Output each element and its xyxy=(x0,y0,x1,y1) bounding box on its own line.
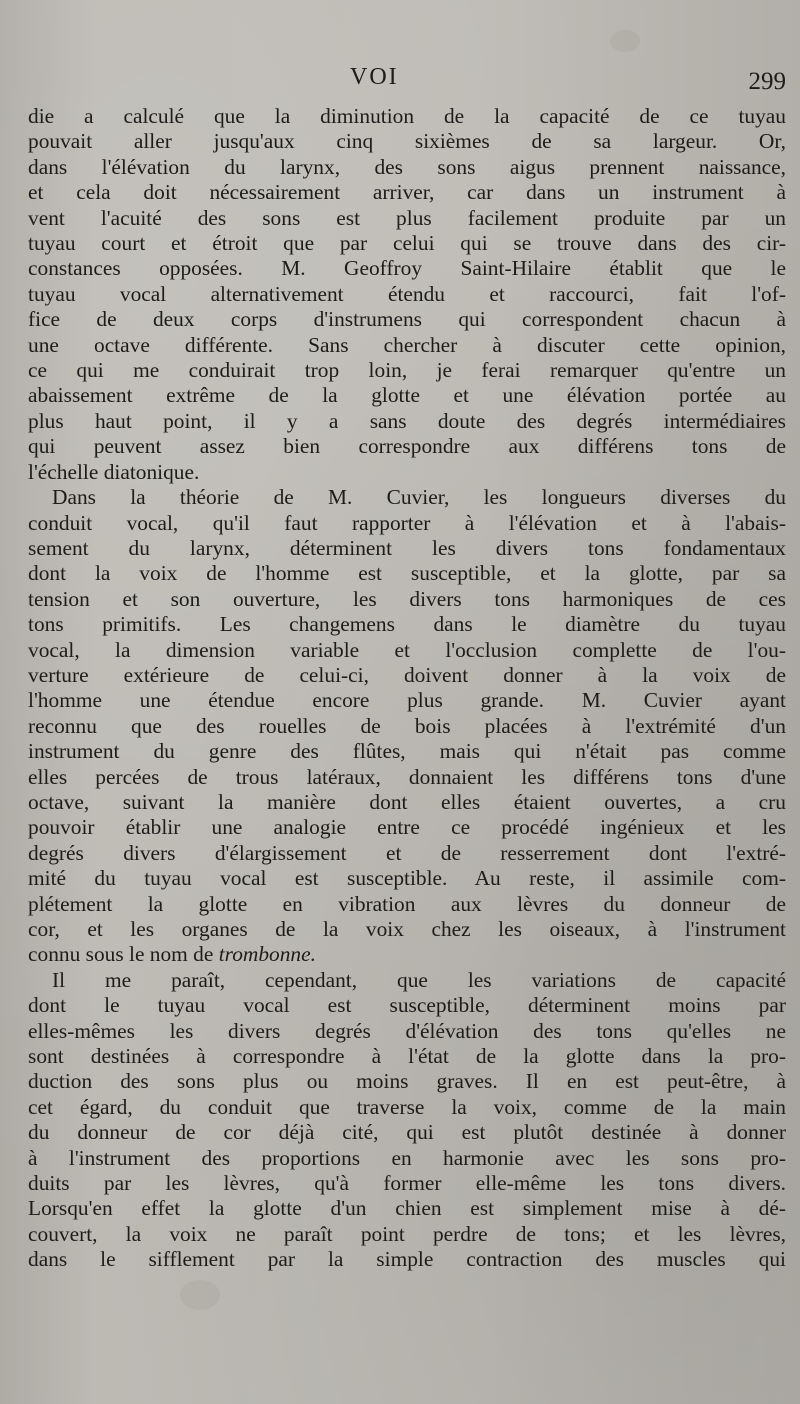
text-line: Il me paraît, cependant, que les variations de capacité xyxy=(52,967,786,992)
running-head: VOI xyxy=(350,64,399,90)
text-line: mité du tuyau vocal est susceptible. Au reste, il assimile com- xyxy=(28,866,786,891)
text-line: sont destinées à correspondre à l'état de la glotte dans la pro- xyxy=(28,1044,786,1069)
paragraph-3 xyxy=(28,968,786,1273)
text-line: vocal, la dimension variable et l'occlusion complette de l'ou- xyxy=(28,637,786,662)
paragraph-2 xyxy=(28,485,786,968)
text-line: conduit vocal, qu'il faut rapporter à l'élévation et à l'abais- xyxy=(28,510,786,535)
text-line: fice de deux corps d'instrumens qui correspondent chacun à xyxy=(28,307,786,332)
body-text xyxy=(28,104,786,1273)
text-line: et cela doit nécessairement arriver, car dans un instrument à xyxy=(28,180,786,205)
paper-stain xyxy=(180,1280,220,1310)
text-line: vent l'acuité des sons est plus facilement produite par un xyxy=(28,205,786,230)
text-line: degrés divers d'élargissement et de resserrement dont l'extré- xyxy=(28,840,786,865)
text-line: instrument du genre des flûtes, mais qui n'était pas comme xyxy=(28,739,786,764)
page-number: 299 xyxy=(748,68,786,95)
text-line: ce qui me conduirait trop loin, je ferai remarquer qu'entre un xyxy=(28,358,786,383)
text-line: reconnu que des rouelles de bois placées à l'extrémité d'un xyxy=(28,713,786,738)
text-line: Dans la théorie de M. Cuvier, les longueurs diverses du xyxy=(52,485,786,510)
text-line: Lorsqu'en effet la glotte d'un chien est simplement mise à dé- xyxy=(28,1196,786,1221)
text-line: die a calculé que la diminution de la capacité de ce tuyau xyxy=(28,104,786,128)
text-line: dans l'élévation du larynx, des sons aigus prennent naissance, xyxy=(28,154,786,179)
text-line: l'échelle diatonique. xyxy=(28,459,200,484)
text-line: duction des sons plus ou moins graves. Il en est peut-être, à xyxy=(28,1069,786,1094)
text-line: une octave différente. Sans chercher à discuter cette opinion, xyxy=(28,332,786,357)
text-line: cor, et les organes de la voix chez les oiseaux, à l'instrument xyxy=(28,917,786,941)
text-line: abaissement extrême de la glotte et une élévation portée au xyxy=(28,383,786,408)
text-line: pouvait aller jusqu'aux cinq sixièmes de sa largeur. Or, xyxy=(28,129,786,154)
text-line-plain: connu sous le nom de xyxy=(28,942,219,967)
text-line: duits par les lèvres, qu'à former elle-même les tons divers. xyxy=(28,1171,786,1196)
text-line: plétement la glotte en vibration aux lèvres du donneur de xyxy=(28,891,786,916)
page-header xyxy=(28,64,786,104)
text-line: tuyau vocal alternativement étendu et raccourci, fait l'of- xyxy=(28,281,786,306)
italic-term: trombonne. xyxy=(218,942,316,967)
paper-stain xyxy=(610,30,640,52)
text-line: du donneur de cor déjà cité, qui est plutôt destinée à donner xyxy=(28,1120,786,1145)
text-line: l'homme une étendue encore plus grande. M. Cuvier ayant xyxy=(28,688,786,713)
text-line: qui peuvent assez bien correspondre aux différens tons de xyxy=(28,434,786,459)
text-line: sement du larynx, déterminent les divers tons fondamentaux xyxy=(28,535,786,560)
text-line: tons primitifs. Les changemens dans le diamètre du tuyau xyxy=(28,612,786,637)
text-line: dont la voix de l'homme est susceptible, et la glotte, par sa xyxy=(28,561,786,586)
text-line xyxy=(28,942,786,967)
text-line: tension et son ouverture, les divers tons harmoniques de ces xyxy=(28,586,786,611)
text-line: couvert, la voix ne paraît point perdre de tons; et les lèvres, xyxy=(28,1221,786,1246)
text-line: pouvoir établir une analogie entre ce procédé ingénieux et les xyxy=(28,815,786,840)
text-line: dont le tuyau vocal est susceptible, déterminent moins par xyxy=(28,993,786,1018)
text-line: elles percées de trous latéraux, donnaient les différens tons d'une xyxy=(28,764,786,789)
text-line: dans le sifflement par la simple contraction des muscles qui xyxy=(28,1247,786,1272)
text-line: verture extérieure de celui-ci, doivent donner à la voix de xyxy=(28,662,786,687)
text-line: elles-mêmes les divers degrés d'élévation des tons qu'elles ne xyxy=(28,1018,786,1043)
text-line: plus haut point, il y a sans doute des degrés intermédiaires xyxy=(28,408,786,433)
paragraph-1 xyxy=(28,104,786,485)
text-line: octave, suivant la manière dont elles étaient ouvertes, a cru xyxy=(28,789,786,814)
text-line: à l'instrument des proportions en harmonie avec les sons pro- xyxy=(28,1145,786,1170)
text-line: constances opposées. M. Geoffroy Saint-Hilaire établit que le xyxy=(28,256,786,281)
text-line: cet égard, du conduit que traverse la voix, comme de la main xyxy=(28,1094,786,1119)
text-line: tuyau court et étroit que par celui qui se trouve dans des cir- xyxy=(28,231,786,256)
